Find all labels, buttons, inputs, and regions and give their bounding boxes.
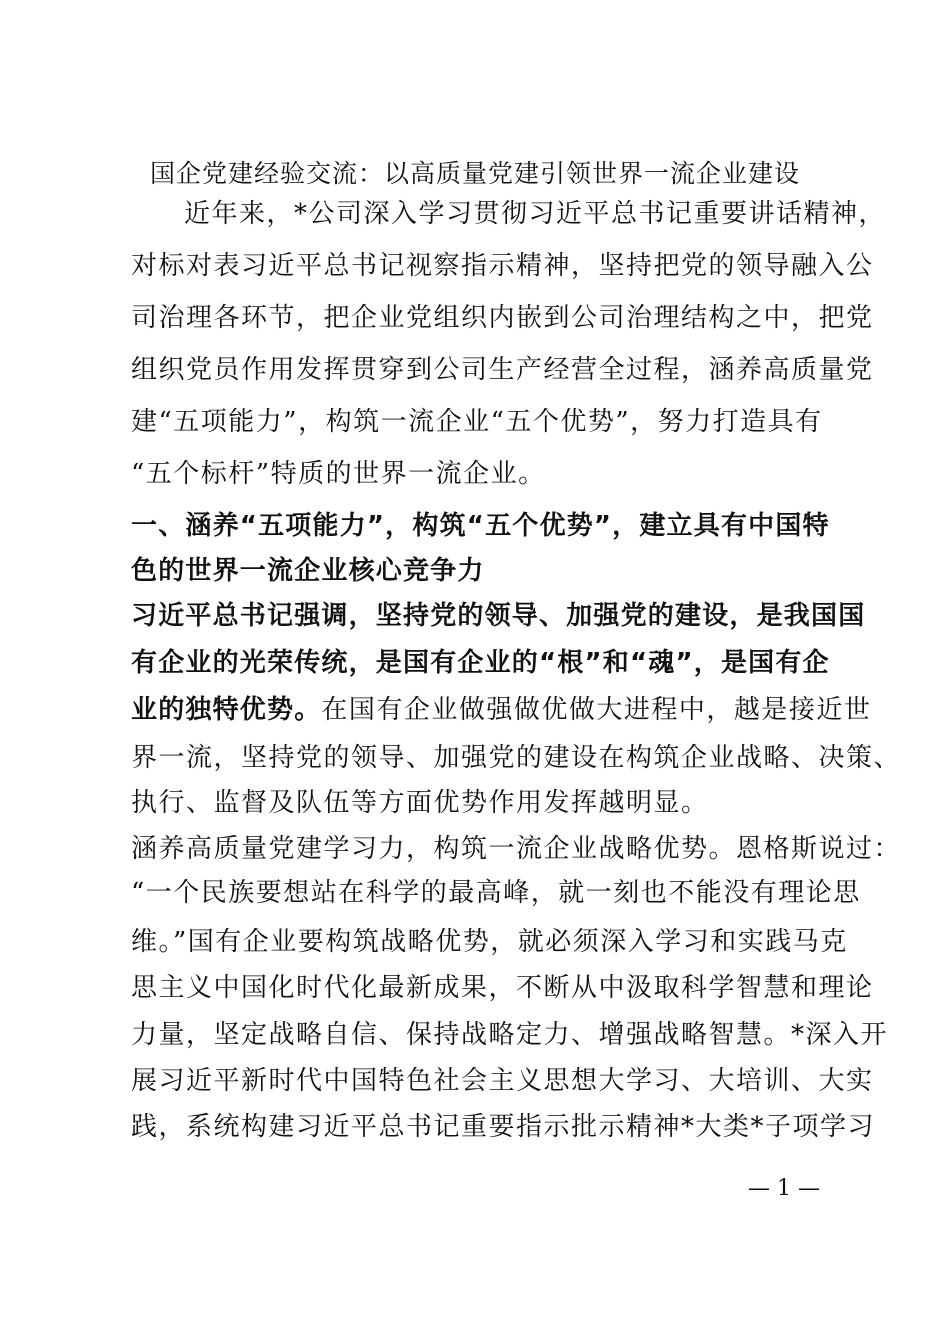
para2-line-3: 维。”国有企业要构筑战略优势，就必须深入学习和实践马克 (131, 927, 848, 957)
document-title: 国企党建经验交流：以高质量党建引领世界一流企业建设 (149, 159, 800, 188)
para2-line-4: 思主义中国化时代化最新成果，不断从中汲取科学智慧和理论 (131, 973, 874, 1003)
para1-bold-line-3: 业的独特优势。 (131, 695, 322, 725)
intro-line-1: 近年来，*公司深入学习贯彻习近平总书记重要讲话精神， (184, 199, 887, 229)
section-heading-line-2: 色的世界一流企业核心竞争力 (131, 556, 485, 586)
intro-line-2: 对标对表习近平总书记视察指示精神，坚持把党的领导融入公 (131, 251, 874, 281)
para1-bold-line-1: 习近平总书记强调，坚持党的领导、加强党的建设，是我国国 (131, 601, 866, 631)
intro-line-3: 司治理各环节，把企业党组织内嵌到公司治理结构之中，把党 (131, 303, 874, 333)
para2-line-2: “一个民族要想站在科学的最高峰，就一刻也不能没有理论思 (131, 878, 861, 908)
para1-normal-tail: 在国有企业做强做优做大进程中，越是接近世 (321, 695, 872, 725)
para1-normal-line-2: 执行、监督及队伍等方面优势作用发挥越明显。 (131, 788, 709, 818)
section-heading-line-1: 一、涵养“五项能力”，构筑“五个优势”，建立具有中国特 (131, 511, 830, 541)
para1-line-3 (131, 690, 871, 730)
intro-line-5: 建“五项能力”，构筑一流企业“五个优势”，努力打造具有 (131, 407, 823, 437)
para2-line-1: 涵养高质量党建学习力，构筑一流企业战略优势。恩格斯说过： (131, 834, 902, 864)
intro-line-4: 组织党员作用发挥贯穿到公司生产经营全过程，涵养高质量党 (131, 355, 874, 385)
para2-line-5: 力量，坚定战略自信、保持战略定力、增强战略智慧。*深入开 (131, 1020, 889, 1050)
para1-bold-line-2: 有企业的光荣传统，是国有企业的“根”和“魂”，是国有企 (131, 648, 830, 678)
para1-normal-line-1: 界一流，坚持党的领导、加强党的建设在构筑企业战略、决策、 (131, 743, 902, 773)
page-number: — 1 — (748, 1176, 820, 1201)
para2-line-6: 展习近平新时代中国特色社会主义思想大学习、大培训、大实 (131, 1066, 874, 1096)
para2-line-7: 践，系统构建习近平总书记重要指示批示精神*大类*子项学习 (131, 1112, 876, 1142)
intro-line-6: “五个标杆”特质的世界一流企业。 (131, 459, 546, 489)
